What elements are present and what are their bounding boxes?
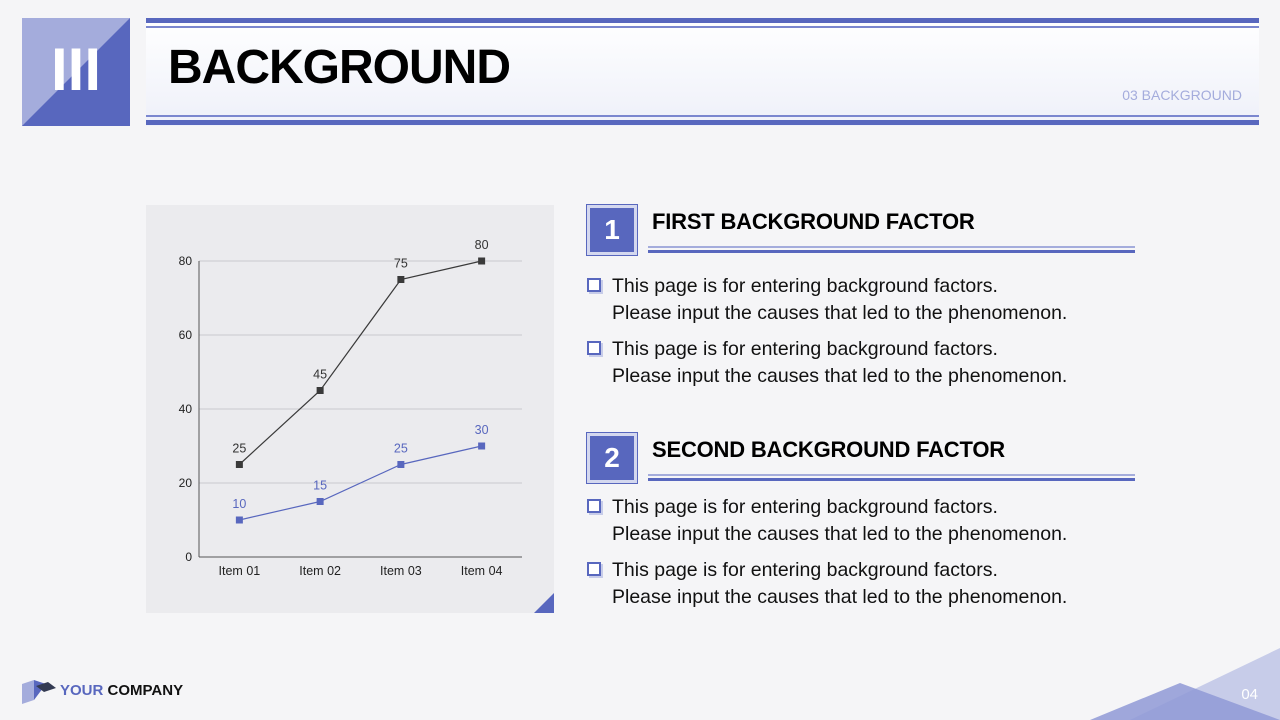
data-point — [478, 443, 485, 450]
series-line — [239, 261, 481, 465]
y-tick-label: 20 — [178, 476, 192, 490]
line-chart — [146, 205, 554, 613]
factor-title: FIRST BACKGROUND FACTOR — [652, 209, 975, 234]
x-tick-label: Item 03 — [380, 564, 422, 578]
chart-panel — [146, 205, 554, 613]
data-point — [236, 517, 243, 524]
company-name — [60, 682, 183, 699]
x-tick-label: Item 01 — [218, 564, 261, 578]
data-point — [478, 258, 485, 265]
factor-title: SECOND BACKGROUND FACTOR — [652, 437, 1005, 462]
bullet-line-2: Please input the causes that led to the phenomenon. — [612, 586, 1068, 608]
company-name-part1: YOUR — [60, 682, 104, 699]
bullet-line-2: Please input the causes that led to the phenomenon. — [612, 365, 1068, 387]
x-tick-label: Item 02 — [299, 564, 341, 578]
checkbox-icon — [587, 562, 601, 576]
bullet-line-2: Please input the causes that led to the phenomenon. — [612, 523, 1068, 545]
data-label: 10 — [232, 497, 247, 511]
title-rule-bottom — [146, 120, 1259, 125]
title-rule-bottom-thin — [146, 115, 1259, 117]
page-number: 04 — [1241, 686, 1258, 703]
bullet-line-1: This page is for entering background factors. — [612, 338, 998, 360]
bullet-line-1: This page is for entering background factors. — [612, 559, 998, 581]
checkbox-icon — [587, 341, 601, 355]
data-label: 15 — [313, 478, 328, 493]
factor-bullet-list — [587, 273, 1147, 399]
factor-rule-thin — [648, 474, 1135, 476]
factor-rule — [648, 250, 1135, 253]
factor-rule — [648, 478, 1135, 481]
data-point — [397, 461, 404, 468]
checkbox-icon — [587, 278, 601, 292]
y-tick-label: 0 — [185, 550, 192, 564]
factor-number-badge: 2 — [587, 433, 637, 483]
data-point — [317, 498, 324, 505]
section-badge-graphic — [22, 18, 130, 126]
factor-bullet-list — [587, 494, 1147, 620]
chart-corner-accent — [534, 593, 554, 613]
data-label: 80 — [474, 238, 489, 252]
company-name-part2: COMPANY — [107, 682, 184, 699]
data-label: 25 — [393, 441, 408, 456]
checkbox-icon — [587, 499, 601, 513]
factor-rule-thin — [648, 246, 1135, 248]
data-point — [397, 276, 404, 283]
footer-decoration — [1090, 648, 1280, 720]
list-item — [587, 494, 1147, 548]
bullet-line-1: This page is for entering background factors. — [612, 275, 998, 297]
factor-number-badge: 1 — [587, 205, 637, 255]
title-rule-top — [146, 18, 1259, 23]
list-item — [587, 273, 1147, 327]
y-tick-label: 40 — [178, 402, 192, 416]
y-tick-label: 80 — [178, 254, 192, 268]
data-label: 30 — [474, 423, 489, 437]
data-point — [317, 387, 324, 394]
section-roman-numeral: III — [50, 36, 102, 103]
company-logo-icon — [22, 680, 56, 704]
title-rule-top-thin — [146, 26, 1259, 28]
section-badge — [22, 18, 130, 126]
bullet-line-2: Please input the causes that led to the phenomenon. — [612, 302, 1068, 324]
list-item — [587, 336, 1147, 390]
list-item — [587, 557, 1147, 611]
data-label: 75 — [393, 256, 408, 271]
data-point — [236, 461, 243, 468]
title-bar — [146, 18, 1259, 126]
bullet-line-1: This page is for entering background factors. — [612, 496, 998, 518]
x-tick-label: Item 04 — [460, 564, 503, 578]
y-tick-label: 60 — [178, 328, 192, 342]
breadcrumb: 03 BACKGROUND — [1122, 87, 1242, 103]
page-title: BACKGROUND — [168, 41, 510, 94]
data-label: 45 — [313, 367, 328, 382]
data-label: 25 — [232, 441, 247, 456]
